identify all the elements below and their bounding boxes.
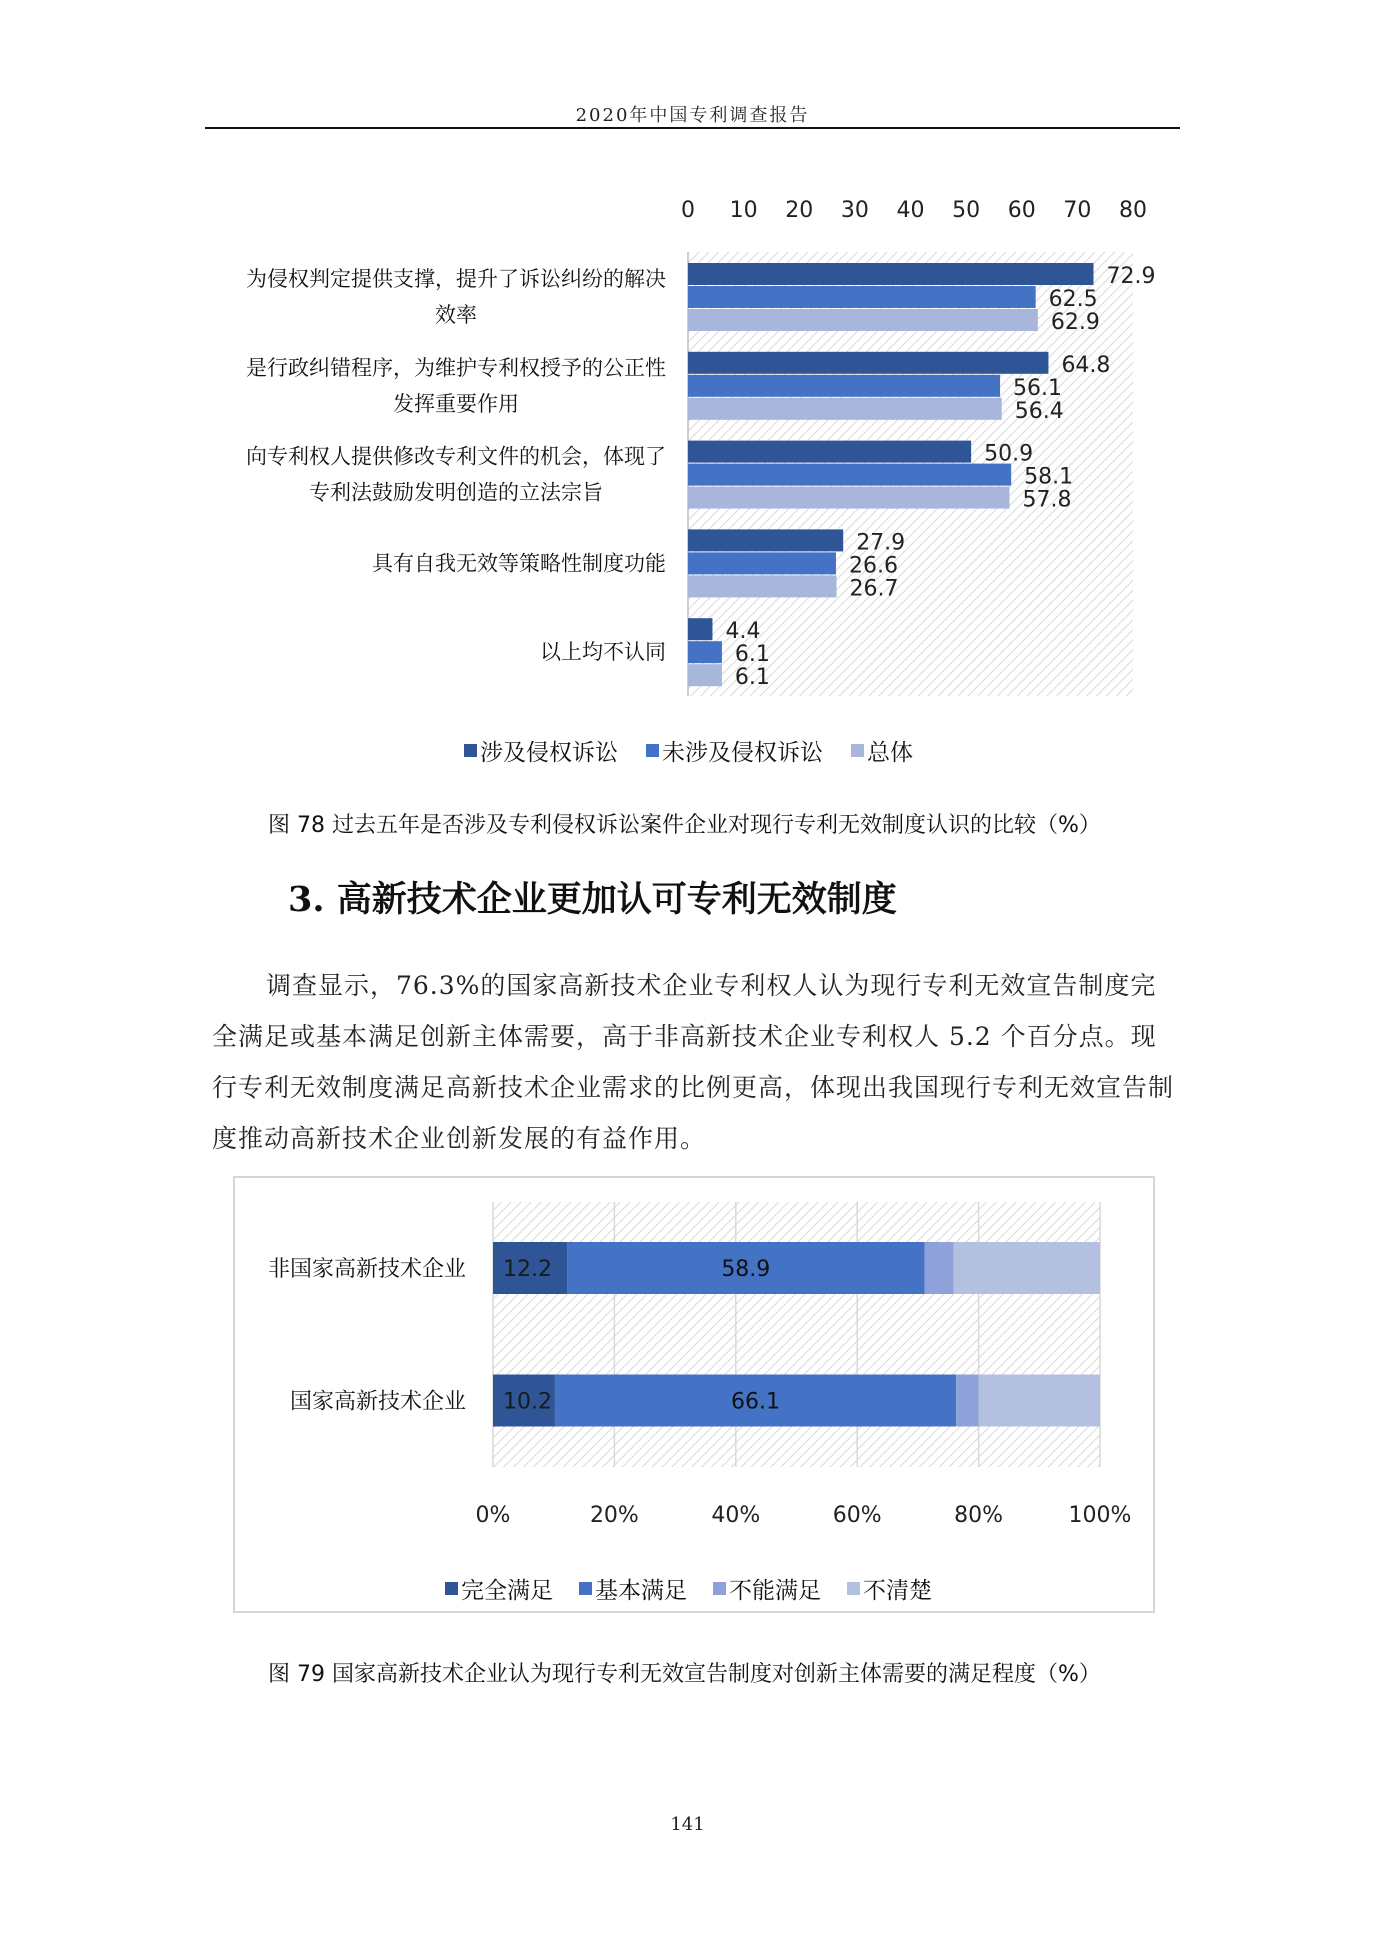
tick-label: 0 bbox=[681, 198, 695, 223]
data-label: 26.6 bbox=[848, 553, 898, 579]
data-label: 12.2 bbox=[503, 1257, 552, 1282]
tick-label: 100% bbox=[1068, 1503, 1132, 1528]
data-label: 58.9 bbox=[721, 1257, 771, 1282]
legend-label: 未涉及侵权诉讼 bbox=[662, 740, 823, 766]
bar-segment bbox=[954, 1242, 1100, 1294]
data-label: 56.1 bbox=[1013, 375, 1063, 401]
data-label: 62.5 bbox=[1048, 287, 1098, 312]
bar-segment bbox=[979, 1375, 1100, 1427]
legend-swatch bbox=[579, 1582, 592, 1595]
tick-label: 60% bbox=[832, 1503, 882, 1528]
data-label: 66.1 bbox=[731, 1389, 781, 1415]
data-label: 6.1 bbox=[734, 665, 770, 691]
category-label: 为侵权判定提供支撑，提升了诉讼纠纷的解决效率 bbox=[246, 267, 666, 327]
legend-label: 基本满足 bbox=[595, 1578, 687, 1604]
data-label: 26.7 bbox=[849, 576, 899, 602]
tick-label: 80% bbox=[954, 1503, 1004, 1528]
data-label: 58.1 bbox=[1024, 464, 1074, 490]
data-label: 72.9 bbox=[1106, 264, 1156, 289]
category-label: 以上均不认同 bbox=[540, 640, 666, 665]
tick-label: 10 bbox=[729, 198, 758, 223]
tick-label: 20 bbox=[785, 198, 814, 223]
tick-label: 50 bbox=[952, 198, 981, 223]
tick-label: 40 bbox=[896, 198, 925, 223]
category-label: 向专利权人提供修改专利文件的机会，体现了专利法鼓励发明创造的立法宗旨 bbox=[246, 444, 666, 505]
data-label: 57.8 bbox=[1022, 487, 1072, 513]
data-label: 6.1 bbox=[734, 642, 770, 668]
data-label: 62.9 bbox=[1050, 310, 1100, 335]
legend-item bbox=[847, 1572, 932, 1605]
category-label: 具有自我无效等策略性制度功能 bbox=[372, 551, 666, 576]
tick-label: 70 bbox=[1063, 198, 1092, 223]
tick-label: 40% bbox=[711, 1503, 761, 1528]
bar-segment bbox=[956, 1375, 978, 1427]
legend-item bbox=[445, 1572, 553, 1605]
legend-swatch bbox=[847, 1582, 860, 1595]
tick-label: 30 bbox=[840, 198, 869, 223]
data-label: 64.8 bbox=[1061, 352, 1111, 378]
legend-item bbox=[579, 1572, 687, 1605]
category-label: 是行政纠错程序，为维护专利权授予的公正性发挥重要作用 bbox=[246, 355, 666, 416]
plot-area-79 bbox=[493, 1202, 1100, 1467]
data-label: 56.4 bbox=[1014, 398, 1064, 424]
figure-79-caption: 图 79 国家高新技术企业认为现行专利无效宣告制度对创新主体需要的满足程度（%） bbox=[268, 1662, 1101, 1687]
data-label: 27.9 bbox=[856, 530, 906, 556]
tick-label: 0% bbox=[475, 1503, 511, 1528]
legend-label: 不能满足 bbox=[729, 1578, 821, 1604]
legend-item bbox=[713, 1572, 821, 1605]
legend-label: 涉及侵权诉讼 bbox=[480, 740, 618, 766]
tick-label: 60 bbox=[1007, 198, 1036, 223]
legend-label: 完全满足 bbox=[461, 1578, 553, 1604]
running-header: 2020年中国专利调查报告 bbox=[575, 105, 810, 126]
data-label: 4.4 bbox=[725, 619, 761, 645]
legend-label: 不清楚 bbox=[863, 1578, 932, 1604]
tick-label: 20% bbox=[589, 1503, 639, 1528]
legend-79 bbox=[445, 1572, 932, 1605]
tick-label: 80 bbox=[1119, 198, 1147, 223]
page-number: 141 bbox=[670, 1814, 705, 1835]
data-label: 50.9 bbox=[984, 441, 1034, 467]
figure-78-caption: 图 78 过去五年是否涉及专利侵权诉讼案件企业对现行专利无效制度认识的比较（%） bbox=[268, 813, 1101, 838]
legend-swatch bbox=[713, 1582, 726, 1595]
legend-swatch bbox=[445, 1582, 458, 1595]
category-label: 国家高新技术企业 bbox=[289, 1389, 466, 1415]
category-label: 非国家高新技术企业 bbox=[267, 1257, 466, 1282]
bar-segment bbox=[925, 1242, 954, 1294]
data-label: 10.2 bbox=[503, 1389, 552, 1415]
section-heading: 3. 高新技术企业更加认可专利无效制度 bbox=[288, 879, 897, 920]
body-paragraph-text: 调查显示，76.3%的国家高新技术企业专利权人认为现行专利无效宣告制度完全满足或基本满足创新主体需要，高于非高新技术企业专利权人 5.2 个百分点。现行专利无效制度满足高新技术企业需求的比例更高，体现出我国现行专利无效宣告制度推动高新技术企业创新发展的有益作用。 bbox=[212, 971, 1175, 1153]
legend-label: 总体 bbox=[867, 740, 913, 766]
